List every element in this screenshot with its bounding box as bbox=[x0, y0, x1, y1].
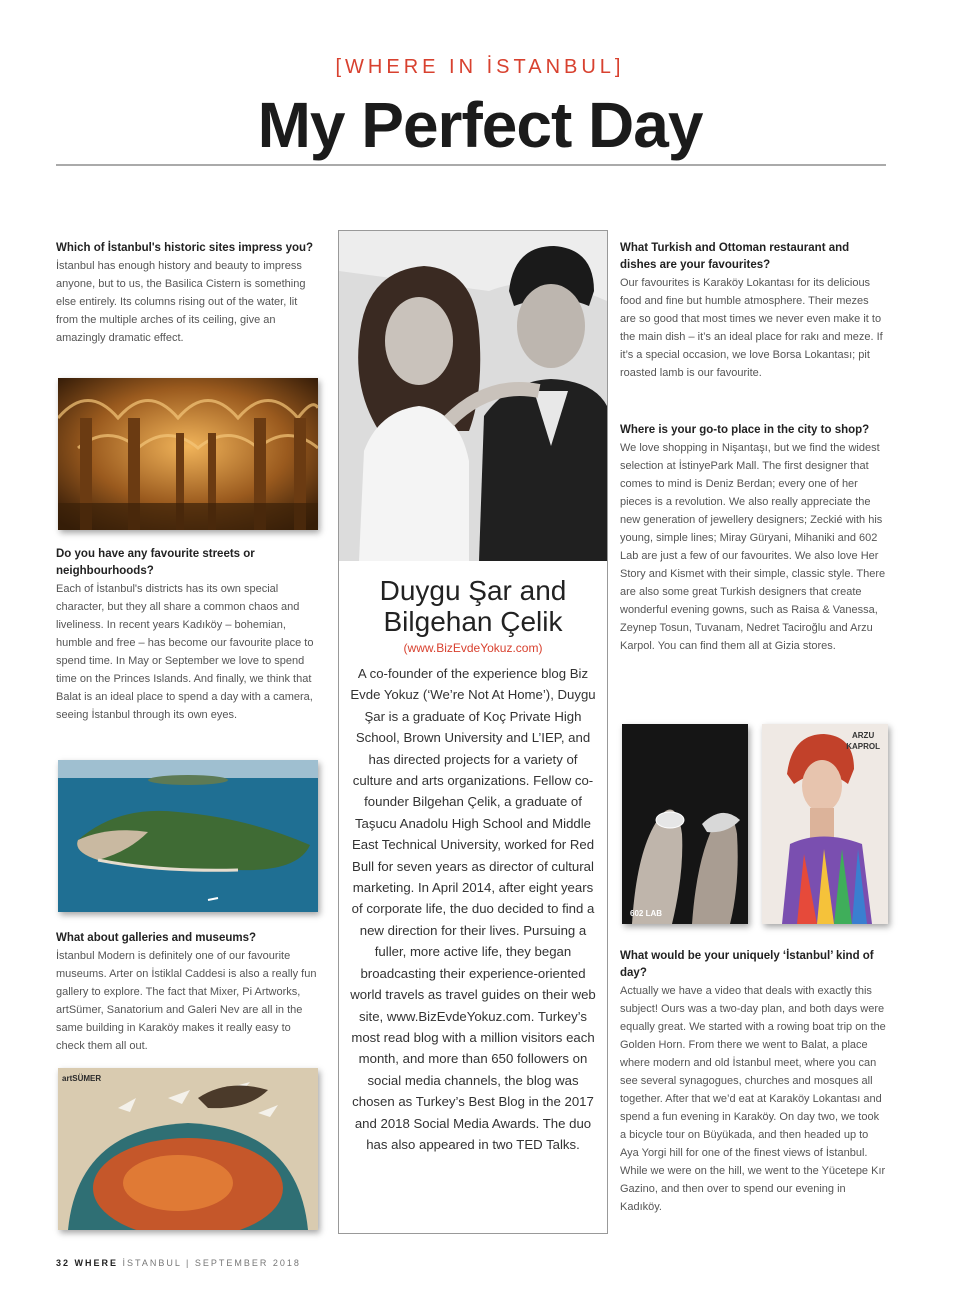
artsumer-gallery-photo bbox=[58, 1068, 318, 1230]
left-qa-3 bbox=[56, 930, 322, 1055]
artsumer-label: artSÜMER bbox=[62, 1074, 102, 1083]
question-historic-sites: Which of İstanbul's historic sites impress you? bbox=[56, 242, 314, 254]
founder-names-line-2: Bilgehan Çelik bbox=[383, 606, 563, 637]
question-shopping: Where is your go-to place in the city to shop? bbox=[620, 424, 870, 436]
page-number: 32 bbox=[56, 1258, 71, 1268]
question-neighbourhoods: Do you have any favourite streets or neighbourhoods? bbox=[56, 548, 255, 577]
title-divider bbox=[56, 164, 886, 166]
fashion-label-line-1: ARZU bbox=[852, 731, 875, 740]
page-title: My Perfect Day bbox=[257, 89, 703, 161]
right-qa-2 bbox=[620, 422, 886, 655]
jewellery-photo bbox=[622, 724, 748, 924]
left-qa-2 bbox=[56, 546, 318, 724]
founder-names bbox=[339, 575, 607, 637]
question-restaurants: What Turkish and Ottoman restaurant and dishes are your favourites? bbox=[620, 242, 850, 271]
left-qa-1 bbox=[56, 240, 318, 347]
right-qa-1 bbox=[620, 240, 886, 382]
fashion-label bbox=[846, 730, 880, 752]
question-istanbul-day: What would be your uniquely ‘İstanbul’ kind of day? bbox=[620, 950, 874, 979]
fashion-photo bbox=[762, 724, 888, 924]
answer-historic-sites: İstanbul has enough history and beauty to impress anyone, but to us, the Basilica Cistern is something else entirely. Its columns rising out of the water, lit from the multiple arches of its ceiling, give an amazingly dramatic effect. bbox=[56, 260, 306, 344]
fashion-label-line-2: KAPROL bbox=[846, 742, 880, 751]
answer-galleries: İstanbul Modern is definitely one of our favourite museums. Arter on İstiklal Caddesi is also a really fun gallery to explore. The fact that Mixer, Pi Artworks, artSümer, Sanatorium and Galeri Nev are all in the same building in Karaköy makes it really easy to check them all out. bbox=[56, 950, 317, 1052]
magazine-brand: WHERE bbox=[74, 1258, 119, 1268]
answer-neighbourhoods: Each of İstanbul's districts has its own special character, but they all share a common chaos and liveliness. In recent years Kadıköy – bohemian, humble and free – has become our favourite place to spend time. In May or September we love to spend time on the Princes Islands. And finally, we think that Balat is an ideal place to spend a day with a camera, seeing İstanbul through its own eyes. bbox=[56, 583, 314, 721]
basilica-cistern-photo bbox=[58, 378, 318, 530]
page-footer bbox=[56, 1258, 301, 1268]
answer-istanbul-day: Actually we have a video that deals with exactly this subject! Ours was a two-day plan, and both days were equally great. We started with a rowing boat trip on the Golden Horn. From there we went to Balat, a place where modern and old İstanbul meet, where you can see several synagogues, churches and mosques all together. After that we’d eat at Karaköy Lokantası and spend a fun evening in Karaköy. On day two, we took a bicycle tour on Büyükada, and then headed up to Aya Yorgi hill for one of the finest views of İstanbul. While we were on the hill, we went to the Yücetepe Kır Gazino, and then over to spend our evening in Kadıköy. bbox=[620, 985, 886, 1213]
answer-shopping: We love shopping in Nişantaşı, but we find the widest selection at İstinyePark Mall. The first designer that comes to mind is Deniz Berdan; every one of her pieces is a revolution. We also really appreciate the new generation of jewellery designers; Zeckié with his young, simple lines; Miray Güryani, Mihaniki and 602 Lab are just a few of our favourites. We also love Her Story and Kismet with their simple, classic style. There are also some great Turkish designers that create wonderful evening gowns, such as Raisa & Vanessa, Zeynep Tosun, Tuvanam, Nedret Taciroğlu and Arzu Karpol. You can find them all at Gizia stores. bbox=[620, 442, 886, 652]
right-qa-3 bbox=[620, 948, 888, 1216]
issue-info: İSTANBUL | SEPTEMBER 2018 bbox=[122, 1258, 301, 1268]
princes-island-photo bbox=[58, 760, 318, 912]
profile-box bbox=[338, 230, 608, 1234]
founders-portrait bbox=[339, 231, 607, 561]
jewellery-label: 602 LAB bbox=[630, 909, 663, 918]
blog-website-link[interactable]: (www.BizEvdeYokuz.com) bbox=[403, 641, 543, 655]
question-galleries: What about galleries and museums? bbox=[56, 932, 257, 944]
answer-restaurants: Our favourites is Karaköy Lokantası for its delicious food and fine but humble atmosphere. Their mezes are so good that most times we never even make it to the main dish – it’s an ideal place for rakı and meze. If it’s a special occasion, we love Borsa Lokantası; pit roasted lamb is our favourite. bbox=[620, 277, 883, 379]
founders-bio: A co-founder of the experience blog Biz Evde Yokuz (‘We’re Not At Home’), Duygu Şar is a graduate of Koç Private High School, Brown University and L’IEP, and has directed projects for a variety of culture and arts organizations. Fellow co-founder Bilgehan Çelik, a graduate of Taşucu Anadolu High School and Middle East Technical University, worked for Red Bull for seven years as director of cultural marketing. In April 2014, after eight years of corporate life, the duo decided to find a new direction for their lives. Pursuing a fuller, more active life, they began broadcasting their experience-oriented world travels as travel guides on their web site, www.BizEvdeYokuz.com. Turkey’s most read blog with a million visitors each month, and more than 650 followers on social media channels, the blog was chosen as Turkey’s Best Blog in the 2017 and 2018 Social Media Awards. The duo has also appeared in two TED Talks. bbox=[350, 666, 596, 1152]
section-kicker: [WHERE IN İSTANBUL] bbox=[335, 56, 625, 78]
founder-names-line-1: Duygu Şar and bbox=[379, 575, 567, 606]
